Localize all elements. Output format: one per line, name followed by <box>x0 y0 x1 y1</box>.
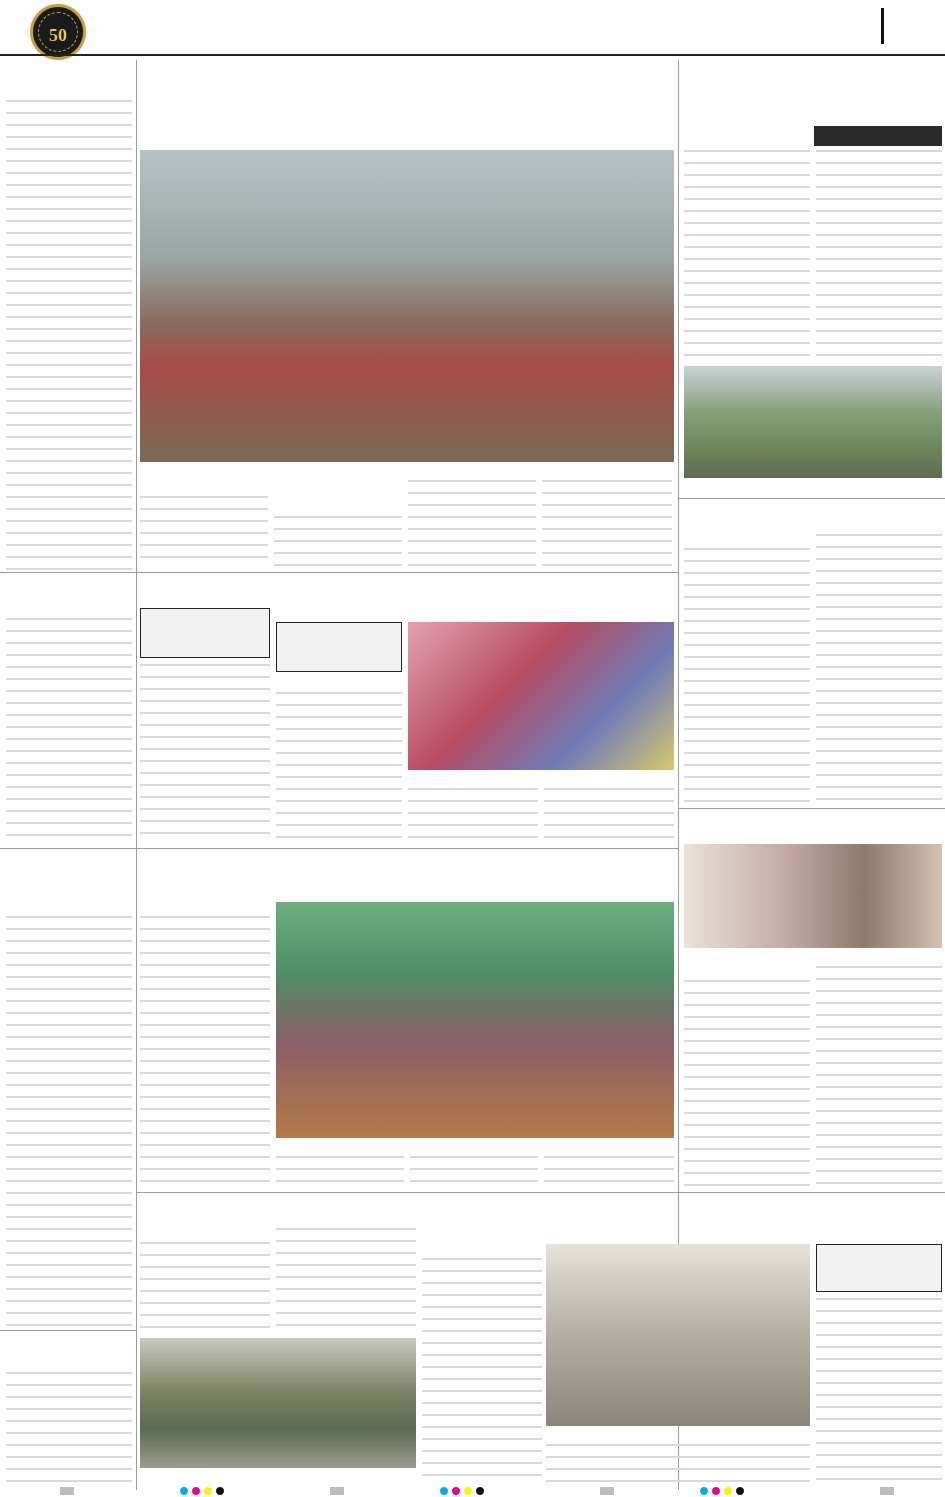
sundargarh-dev-headline <box>276 576 674 614</box>
flag-march-body-2 <box>276 1228 416 1334</box>
flag-march-photo <box>140 1338 416 1468</box>
govt-land-headline <box>140 84 674 144</box>
candidate-list-body-2 <box>140 664 270 844</box>
sonepur-sports-body <box>6 100 132 570</box>
damaged-road-photo <box>546 1244 810 1426</box>
sonepur-sports-byline <box>6 86 134 98</box>
logo-years: 50 <box>49 25 67 45</box>
govt-land-body-3 <box>408 480 536 568</box>
flag-march-caption <box>140 1470 416 1482</box>
bus-overturn-caption <box>684 480 942 492</box>
congress-campaign-body-1 <box>684 980 810 1186</box>
road-work-body-2 <box>546 1444 810 1482</box>
bus-overturn-body-2 <box>816 150 942 362</box>
flag-march-body-1 <box>140 1242 270 1334</box>
govt-land-byline <box>140 482 270 494</box>
sundargarh-dev-caption <box>408 772 674 784</box>
govt-land-body-1 <box>140 496 268 568</box>
candidate-list-byline <box>6 604 134 616</box>
registration-dots-left <box>180 1487 224 1495</box>
govt-land-subhead <box>274 480 402 512</box>
bjd-meeting-body-2 <box>816 534 942 804</box>
road-work-body-1 <box>422 1258 542 1482</box>
protest-crowd-photo <box>140 150 674 462</box>
mahila-samabesh-body-1 <box>140 916 270 1186</box>
kosal-byline <box>6 902 134 914</box>
bus-overturn-banner <box>814 126 942 146</box>
congress-campaign-headline <box>684 814 942 840</box>
road-work-subhead <box>816 1244 942 1292</box>
govt-land-caption <box>140 464 674 476</box>
mahila-samabesh-body-2 <box>276 1156 404 1186</box>
womens-meeting-photo <box>276 902 674 1138</box>
bus-overturn-body-1 <box>684 150 810 362</box>
sonepur-sports-headline <box>6 66 134 84</box>
stage-felicitation-photo <box>408 622 674 770</box>
worker-death-byline <box>6 1358 134 1370</box>
overturned-bus-photo <box>684 366 942 478</box>
bus-overturn-headline <box>684 66 942 92</box>
mahila-samabesh-body-4 <box>544 1156 674 1186</box>
flag-march-byline <box>140 1228 270 1240</box>
bjd-meeting-body-1 <box>684 548 810 804</box>
dateline <box>112 8 272 48</box>
mahila-samabesh-caption <box>276 1140 674 1152</box>
mahila-samabesh-byline <box>140 902 270 914</box>
mahila-samabesh-body-3 <box>410 1156 538 1186</box>
road-work-headline <box>422 1198 942 1240</box>
sundargarh-dev-body-1 <box>276 692 402 844</box>
candidate-list-body-1 <box>6 618 132 843</box>
sundargarh-dev-body-3 <box>544 788 674 844</box>
registration-dots-center <box>440 1487 484 1495</box>
sundargarh-dev-subhead <box>276 622 402 672</box>
bjd-meeting-byline <box>684 534 810 546</box>
congress-campaign-caption <box>684 950 942 962</box>
govt-land-body-4 <box>542 480 672 568</box>
registration-dots-right <box>700 1487 744 1495</box>
congress-campaign-byline <box>684 966 810 978</box>
sundargarh-dev-body-2 <box>408 788 538 844</box>
section-title <box>650 4 880 48</box>
govt-land-body-2 <box>274 516 402 568</box>
candidate-list-box <box>140 608 270 658</box>
congress-campaign-body-2 <box>816 966 942 1186</box>
congress-campaign-photo <box>684 844 942 948</box>
kosal-body <box>6 916 132 1326</box>
road-work-body-3 <box>816 1298 942 1482</box>
worker-death-headline <box>6 1336 134 1356</box>
page-number <box>890 4 940 48</box>
kosal-headline <box>6 854 134 898</box>
worker-death-body <box>6 1372 132 1482</box>
road-work-caption <box>546 1428 810 1440</box>
mahila-samabesh-headline <box>140 854 674 894</box>
road-work-byline <box>422 1244 542 1256</box>
newspaper-logo <box>30 4 86 60</box>
bjd-meeting-headline <box>684 504 942 530</box>
sundargarh-dev-byline <box>276 676 402 688</box>
bus-overturn-byline <box>684 128 814 140</box>
flag-march-headline <box>140 1198 416 1226</box>
